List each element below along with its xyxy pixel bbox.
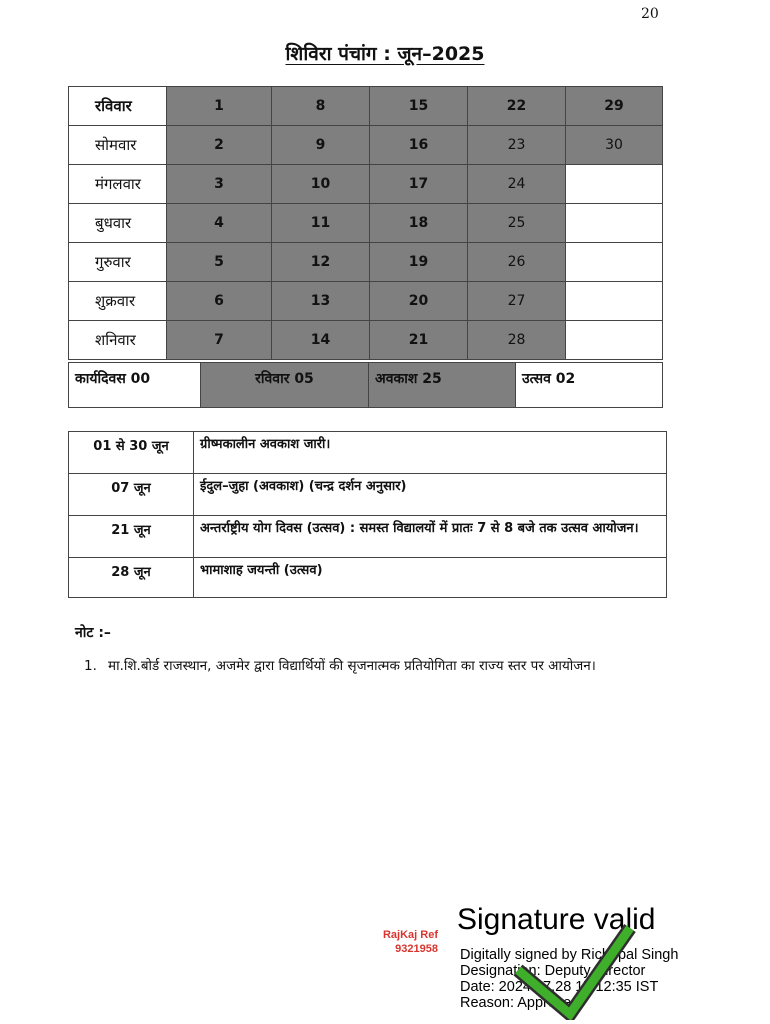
day-label: मंगलवार xyxy=(69,165,167,204)
event-date: 21 जून xyxy=(69,516,194,558)
event-description: अन्तर्राष्ट्रीय योग दिवस (उत्सव) : समस्त विद्यालयों में प्रातः 7 से 8 बजे तक उत्सव आयोजन। xyxy=(194,516,667,558)
note-item xyxy=(84,657,644,676)
signature-title: Signature valid xyxy=(457,903,656,936)
date-cell: 28 xyxy=(468,321,566,360)
date-cell: 5 xyxy=(167,243,272,282)
date-cell: 6 xyxy=(167,282,272,321)
ref-label: RajKaj Ref xyxy=(382,929,438,941)
note-number: 1. xyxy=(84,658,97,674)
event-date: 07 जून xyxy=(69,474,194,516)
signed-by: Digitally signed by Richhpal Singh xyxy=(460,947,679,963)
events-table xyxy=(68,431,667,598)
calendar-row-tuesday xyxy=(69,165,663,204)
day-label: रविवार xyxy=(69,87,167,126)
page-title xyxy=(0,40,770,66)
note-text: मा.शि.बोर्ड राजस्थान, अजमेर द्वारा विद्यार्थियों की सृजनात्मक प्रतियोगिता का राज्य स्तर पर आयोजन। xyxy=(108,658,596,674)
date-cell: 14 xyxy=(272,321,370,360)
notes-heading: नोट :– xyxy=(75,625,111,641)
date-cell: 16 xyxy=(370,126,468,165)
festivals-count: उत्सव 02 xyxy=(516,363,663,408)
event-row xyxy=(69,558,667,598)
date-cell: 7 xyxy=(167,321,272,360)
day-label: शनिवार xyxy=(69,321,167,360)
date-cell: 29 xyxy=(566,87,663,126)
day-label: शुक्रवार xyxy=(69,282,167,321)
calendar-row-friday xyxy=(69,282,663,321)
date-cell: 17 xyxy=(370,165,468,204)
date-cell: 12 xyxy=(272,243,370,282)
calendar-row-sunday xyxy=(69,87,663,126)
calendar-row-saturday xyxy=(69,321,663,360)
ref-number: 9321958 xyxy=(395,943,438,955)
date-cell: 13 xyxy=(272,282,370,321)
day-label: सोमवार xyxy=(69,126,167,165)
summary-table xyxy=(68,362,663,408)
date-cell: 4 xyxy=(167,204,272,243)
date-cell: 23 xyxy=(468,126,566,165)
date-cell: 2 xyxy=(167,126,272,165)
date-cell: 20 xyxy=(370,282,468,321)
sign-reason: Reason: Approved xyxy=(460,995,580,1011)
sundays-count: रविवार 05 xyxy=(201,363,369,408)
date-cell: 26 xyxy=(468,243,566,282)
calendar-table xyxy=(68,86,663,360)
calendar-row-wednesday xyxy=(69,204,663,243)
empty-cell xyxy=(566,321,663,360)
empty-cell xyxy=(566,243,663,282)
empty-cell xyxy=(566,282,663,321)
date-cell: 10 xyxy=(272,165,370,204)
date-cell: 15 xyxy=(370,87,468,126)
event-description: ईदुल–जुहा (अवकाश) (चन्द्र दर्शन अनुसार) xyxy=(194,474,667,516)
event-row xyxy=(69,432,667,474)
event-description: भामाशाह जयन्ती (उत्सव) xyxy=(194,558,667,598)
checkmark-icon xyxy=(510,920,640,1020)
date-cell: 18 xyxy=(370,204,468,243)
day-label: गुरुवार xyxy=(69,243,167,282)
empty-cell xyxy=(566,165,663,204)
event-date: 28 जून xyxy=(69,558,194,598)
event-date: 01 से 30 जून xyxy=(69,432,194,474)
calendar-row-monday xyxy=(69,126,663,165)
working-days-count: कार्यदिवस 00 xyxy=(69,363,201,408)
designation: Designation: Deputy Director xyxy=(460,963,646,979)
sign-date: Date: 2024.07.28 17:12:35 IST xyxy=(460,979,659,995)
date-cell: 8 xyxy=(272,87,370,126)
event-row xyxy=(69,474,667,516)
date-cell: 3 xyxy=(167,165,272,204)
empty-cell xyxy=(566,204,663,243)
date-cell: 19 xyxy=(370,243,468,282)
date-cell: 27 xyxy=(468,282,566,321)
date-cell: 1 xyxy=(167,87,272,126)
event-row xyxy=(69,516,667,558)
date-cell: 24 xyxy=(468,165,566,204)
date-cell: 30 xyxy=(566,126,663,165)
date-cell: 25 xyxy=(468,204,566,243)
title-text: शिविरा पंचांग : जून–2025 xyxy=(285,43,485,65)
page-number: 20 xyxy=(641,6,659,22)
date-cell: 21 xyxy=(370,321,468,360)
date-cell: 9 xyxy=(272,126,370,165)
calendar-row-thursday xyxy=(69,243,663,282)
date-cell: 22 xyxy=(468,87,566,126)
rajkaj-ref xyxy=(368,928,438,956)
day-label: बुधवार xyxy=(69,204,167,243)
date-cell: 11 xyxy=(272,204,370,243)
holidays-count: अवकाश 25 xyxy=(369,363,516,408)
event-description: ग्रीष्मकालीन अवकाश जारी। xyxy=(194,432,667,474)
